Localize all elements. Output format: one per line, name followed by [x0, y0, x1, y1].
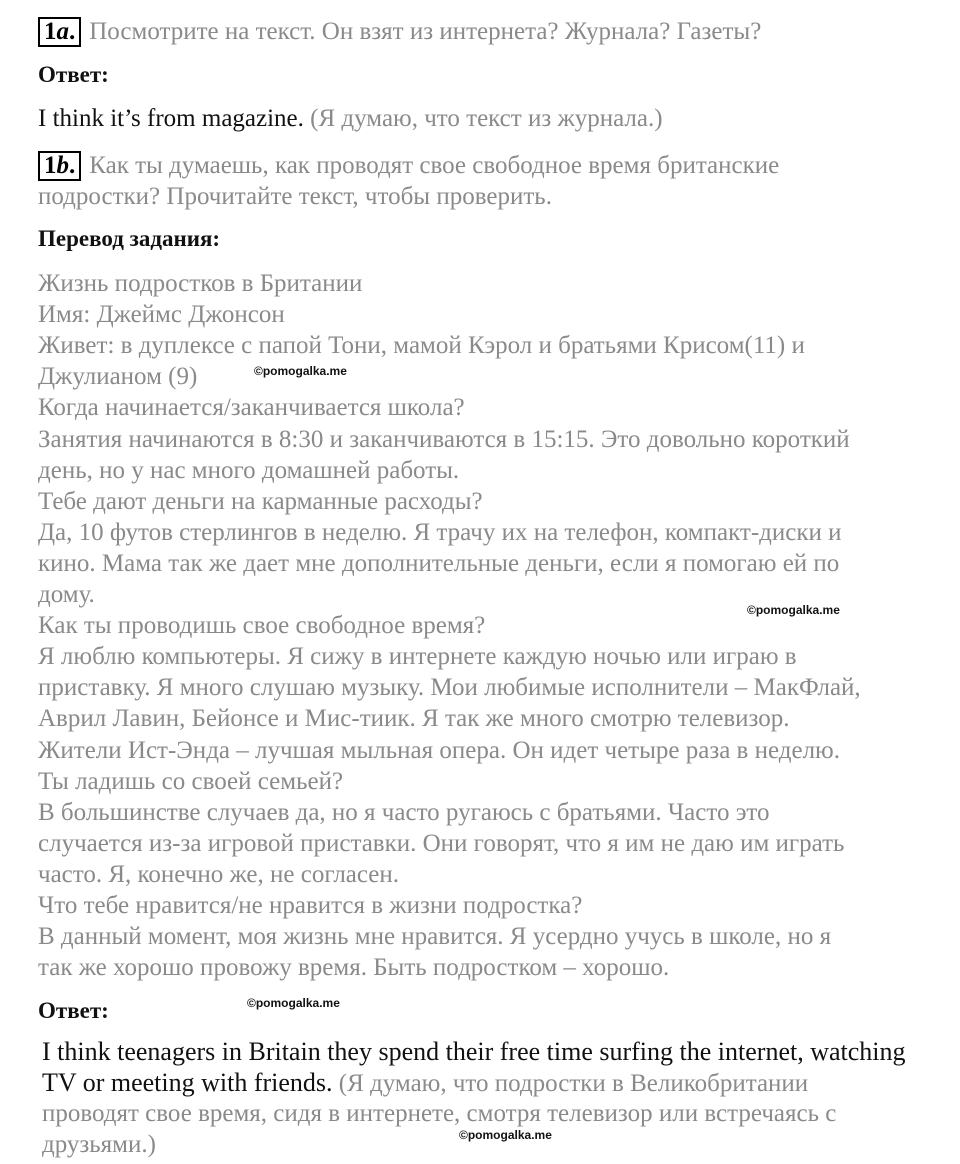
watermark: ©pomogalka.me [459, 1128, 552, 1142]
translation-line: Занятия начинаются в 8:30 и заканчиваются в 15:15. Это довольно короткий [38, 426, 850, 453]
watermark: ©pomogalka.me [247, 996, 340, 1010]
translation-line: В данный момент, моя жизнь мне нравится. Я усердно учусь в школе, но я [38, 923, 832, 950]
translation-line: Жизнь подростков в Британии [38, 270, 363, 297]
translation-heading: Перевод задания: [38, 226, 221, 251]
translation-line: дому. [38, 581, 95, 608]
task-1a [38, 16, 761, 47]
answer-1-russian: (Я думаю, что текст из журнала.) [303, 105, 663, 132]
task-1a-instruction: Посмотрите на текст. Он взят из интернета? Журнала? Газеты? [89, 18, 762, 45]
answer-1-english: I think it’s from magazine. [38, 105, 304, 132]
translation-line: Жители Ист-Энда – лучшая мыльная опера. Он идет четыре раза в неделю. [38, 737, 840, 764]
answer-2-line-2 [42, 1067, 808, 1099]
translation-line: приставку. Я много слушаю музыку. Мои любимые исполнители – МакФлай, [38, 674, 861, 701]
watermark: ©pomogalka.me [254, 364, 347, 378]
translation-line: Имя: Джеймс Джонсон [38, 301, 285, 328]
answer-2-russian-line-2: (Я думаю, что подростки в Великобритании [332, 1070, 809, 1097]
task-1b-instruction-line-1: Как ты думаешь, как проводят свое свободное время британские [89, 152, 780, 179]
translation-line: Я люблю компьютеры. Я сижу в интернете каждую ночью или играю в [38, 643, 797, 670]
translation-line: так же хорошо провожу время. Быть подростком – хорошо. [38, 954, 670, 981]
translation-line: Как ты проводишь свое свободное время? [38, 612, 486, 639]
translation-line: случается из-за игровой приставки. Они говорят, что я им не даю им играть [38, 830, 845, 857]
translation-line: Живет: в дуплексе с папой Тони, мамой Кэрол и братьями Крисом(11) и [38, 332, 805, 359]
task-1b [38, 150, 779, 181]
answer-2-russian-line-3: проводят свое время, сидя в интернете, смотря телевизор или встречаясь с [42, 1100, 837, 1127]
translation-line: Ты ладишь со своей семьей? [38, 768, 344, 795]
translation-line: Джулианом (9) [38, 363, 198, 390]
translation-line: Да, 10 футов стерлингов в неделю. Я трачу их на телефон, компакт-диски и [38, 519, 842, 546]
answer-1-heading: Ответ: [38, 62, 109, 87]
translation-line: Аврил Лавин, Бейонсе и Мис-тиик. Я так же много смотрю телевизор. [38, 705, 790, 732]
task-1b-number: 1b. [38, 151, 81, 181]
answer-2-russian-line-4: друзьями.) [42, 1131, 156, 1158]
answer-2-heading: Ответ: [38, 998, 109, 1023]
answer-1 [38, 103, 663, 134]
task-1a-number: 1a. [38, 17, 81, 47]
task-1b-instruction-line-2: подростки? Прочитайте текст, чтобы проверить. [38, 183, 552, 210]
translation-line: В большинстве случаев да, но я часто ругаюсь с братьями. Часто это [38, 799, 770, 826]
translation-line: день, но у нас много домашней работы. [38, 457, 460, 484]
translation-line: Когда начинается/заканчивается школа? [38, 394, 465, 421]
translation-line: Что тебе нравится/не нравится в жизни подростка? [38, 892, 583, 919]
watermark: ©pomogalka.me [747, 603, 840, 617]
translation-line: часто. Я, конечно же, не согласен. [38, 861, 400, 888]
translation-line: Тебе дают деньги на карманные расходы? [38, 488, 483, 515]
answer-2-english-line-2: TV or meeting with friends. [42, 1068, 333, 1097]
translation-line: кино. Мама так же дает мне дополнительные деньги, если я помогаю ей по [38, 550, 840, 577]
answer-2-english-line-1: I think teenagers in Britain they spend their free time surfing the internet, watching [42, 1037, 906, 1066]
